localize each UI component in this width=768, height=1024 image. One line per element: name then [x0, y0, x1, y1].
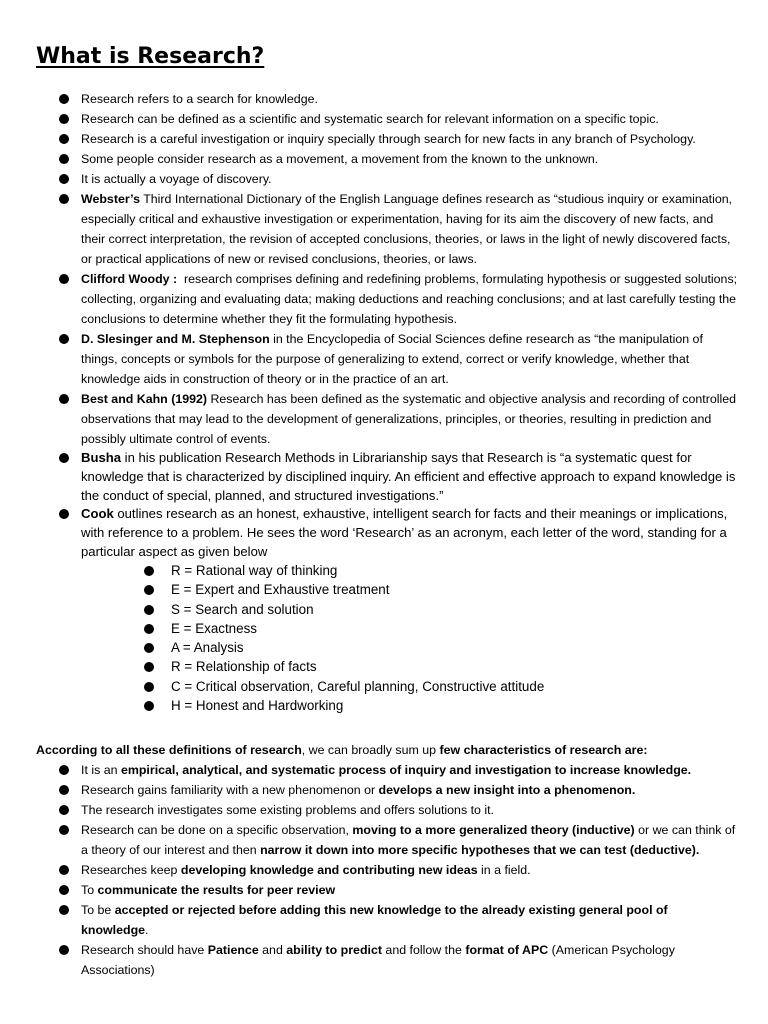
item-text: in his publication Research Methods in Librarianship says that Research is “a systematic quest for knowledge that is characterized by disciplined inquiry. An efficient and effective approach to expand knowledge is the conduct of special, planned, and structured investigations.”: [81, 450, 736, 503]
list-item: [58, 880, 738, 900]
bullet-icon: [59, 765, 69, 775]
item-text: The research investigates some existing problems and offers solutions to it.: [81, 803, 494, 817]
list-item: [58, 109, 738, 129]
bullet-icon: [144, 585, 154, 595]
list-item: [58, 860, 738, 880]
item-bold: Clifford Woody :: [81, 272, 178, 286]
acronym-text: C = Critical observation, Careful planning, Constructive attitude: [171, 678, 545, 694]
list-item: [58, 89, 738, 109]
bullet-icon: [59, 194, 69, 204]
item-bold: Webster’s: [81, 192, 140, 206]
bullet-icon: [59, 805, 69, 815]
bullet-icon: [144, 605, 154, 615]
bullet-icon: [59, 885, 69, 895]
list-item: [58, 269, 741, 329]
bullet-icon: [144, 643, 154, 653]
item-text: .: [145, 923, 149, 937]
item-text: Research has been defined as the systematic and objective analysis and recording of controlled observations that may lead to the development of generalizations, principles, or theories, resulting in prediction and possibly ultimate control of events.: [81, 392, 736, 446]
item-text: It is actually a voyage of discovery.: [81, 172, 272, 186]
list-item: [58, 129, 738, 149]
bullet-icon: [59, 785, 69, 795]
bullet-icon: [144, 662, 154, 672]
item-text: To: [81, 883, 98, 897]
definitions-list: [58, 89, 741, 562]
item-text: research comprises defining and redefining problems, formulating hypothesis or suggested solutions; collecting, organizing and evaluating data; making deductions and reaching conclusions; and at last carefully testing the conclusions to determine whether they fit the formulating hypothesis.: [81, 272, 741, 326]
acronym-text: R = Rational way of thinking: [171, 563, 338, 578]
acronym-text: S = Search and solution: [171, 601, 314, 617]
item-text: Third International Dictionary of the English Language defines research as “studious inquiry or examination, especially critical and exhaustive investigation or experimentation, having for its aim the discovery of new facts, and their correct interpretation, the revision of accepted conclusions, theories, or laws in the light of newly discovered facts, or practical applications of new or revised conclusions, theories, or laws.: [81, 192, 733, 266]
item-bold: Best and Kahn (1992): [81, 392, 208, 406]
list-item: [58, 169, 738, 189]
acronym-text: E = Expert and Exhaustive treatment: [171, 582, 390, 598]
bullet-icon: [59, 94, 69, 104]
summary-paragraph: [36, 740, 746, 760]
item-bold: Patience: [207, 943, 259, 957]
bullet-icon: [144, 682, 154, 692]
acronym-item: [143, 561, 703, 580]
bullet-icon: [59, 274, 69, 284]
summary-bold-1: According to all these definitions of research: [36, 743, 302, 758]
item-text: or we can think of a theory of our interest and then: [81, 823, 736, 857]
bullet-icon: [59, 114, 69, 124]
bullet-icon: [59, 825, 69, 835]
item-text: in the Encyclopedia of Social Sciences define research as “the manipulation of things, concepts or symbols for the purpose of generalizing to extend, correct or verify knowledge, whether that knowledge aids in construction of theory or in the practice of an art.: [81, 332, 703, 386]
bullet-icon: [144, 624, 154, 634]
list-item: [58, 800, 738, 820]
list-item-busha: [58, 449, 738, 505]
item-bold: format of APC: [465, 943, 549, 957]
summary-text: , we can broadly sum up: [301, 743, 440, 758]
item-bold: develops a new insight into a phenomenon.: [378, 783, 636, 797]
acronym-item: [143, 600, 703, 619]
acronym-text: R = Relationship of facts: [171, 659, 317, 675]
item-text: Research can be done on a specific observation,: [81, 823, 353, 837]
bullet-icon: [59, 509, 69, 519]
bullet-icon: [59, 134, 69, 144]
item-text: (American Psychology Associations): [81, 943, 675, 977]
acronym-item: [143, 619, 703, 638]
item-text: Research gains familiarity with a new phenomenon or: [81, 783, 379, 797]
list-item: [58, 820, 738, 860]
item-text: Researches keep: [81, 863, 181, 877]
item-text: in a field.: [477, 863, 531, 877]
bullet-icon: [59, 905, 69, 915]
bullet-icon: [59, 453, 69, 463]
list-item: [58, 389, 738, 449]
acronym-list: [143, 561, 703, 715]
acronym-item: [143, 696, 703, 715]
item-bold: accepted or rejected before adding this new knowledge to the already existing general pool of knowledge: [81, 903, 668, 937]
item-bold: moving to a more generalized theory (inductive): [352, 823, 635, 837]
acronym-item: [143, 580, 703, 599]
bullet-icon: [59, 945, 69, 955]
bullet-icon: [144, 701, 154, 711]
bullet-icon: [59, 394, 69, 404]
list-item: [58, 900, 738, 940]
item-text: outlines research as an honest, exhaustive, intelligent search for facts and their meanings or implications, with reference to a problem. He sees the word ‘Research’ as an acronym, each letter of the word, standing for a particular aspect as given below: [81, 506, 728, 559]
list-item: [58, 189, 738, 269]
bullet-icon: [59, 154, 69, 164]
bullet-icon: [59, 334, 69, 344]
item-bold: D. Slesinger and M. Stephenson: [81, 332, 270, 346]
bullet-icon: [59, 865, 69, 875]
acronym-item: [143, 657, 703, 676]
item-bold: Busha: [81, 450, 122, 465]
item-text: It is an: [81, 763, 121, 777]
bullet-icon: [59, 174, 69, 184]
item-text: Some people consider research as a movement, a movement from the known to the unknown.: [81, 152, 599, 166]
acronym-item: [143, 677, 703, 696]
list-item: [58, 780, 738, 800]
item-text: Research is a careful investigation or inquiry specially through search for new facts in any branch of Psychology.: [81, 132, 696, 146]
summary-bold-2: few characteristics of research are:: [439, 743, 648, 758]
list-item: [58, 940, 738, 980]
acronym-text: H = Honest and Hardworking: [171, 698, 344, 714]
acronym-item: [143, 638, 703, 657]
list-item: [58, 760, 738, 780]
item-bold: ability to predict: [286, 943, 382, 957]
item-text: and follow the: [381, 943, 466, 957]
page-title: What is Research?: [36, 44, 265, 69]
list-item: [58, 329, 738, 389]
item-bold: Cook: [81, 506, 114, 522]
list-item-cook: [58, 505, 738, 561]
item-text: Research can be defined as a scientific and systematic search for relevant information on a specific topic.: [81, 112, 659, 126]
characteristics-list: [58, 760, 738, 980]
item-bold: empirical, analytical, and systematic process of inquiry and investigation to increase knowledge.: [120, 763, 692, 777]
item-text: To be: [81, 903, 115, 917]
acronym-text: A = Analysis: [171, 640, 244, 656]
item-text: Research should have: [81, 943, 208, 957]
item-text: and: [258, 943, 287, 957]
item-bold: developing knowledge and contributing new ideas: [180, 863, 478, 877]
acronym-text: E = Exactness: [171, 620, 257, 636]
item-text: Research refers to a search for knowledge.: [81, 92, 318, 106]
list-item: [58, 149, 738, 169]
item-bold: communicate the results for peer review: [97, 883, 336, 897]
bullet-icon: [144, 566, 154, 576]
item-bold: narrow it down into more specific hypotheses that we can test (deductive).: [260, 843, 700, 857]
